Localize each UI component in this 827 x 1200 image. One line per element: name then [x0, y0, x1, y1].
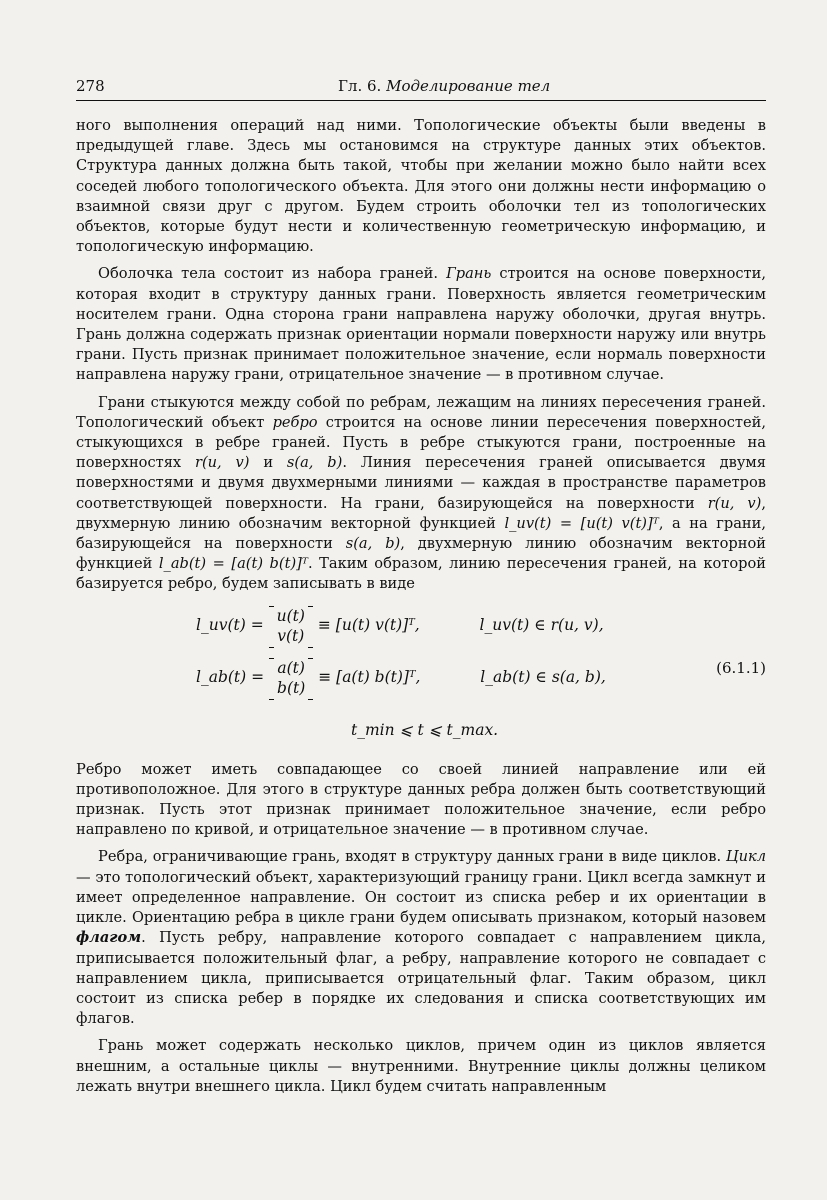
paragraph-1: ного выполнения операций над ними. Топологические объекты были введены в предыдущей главе. Здесь мы остановимся на структуре данных этих объектов. Структура данных должна быть такой, чтобы при желании можно было найти всех соседей любого топологического объекта. Для этого они должны нести информацию о взаимной связи друг с другом. Будем строить оболочки тел из топологических объектов, которые будут нести и количественную геометрическую информацию, и топологическую информацию. — [76, 117, 766, 256]
term-edge: ребро — [272, 413, 318, 431]
math-surface-r: r(u, v) — [194, 454, 250, 472]
equation-line-1-lhs: l_uv(t) = — [196, 615, 264, 634]
paragraph-2-text-b: строится на основе поверхности, которая входит в структуру данных грани. Поверхность является геометрическим носителем грани. Одна сторона грани направлена наружу оболочки, другая внутрь. Грань должна содержать признак ориентации нормали поверхности наружу или внутрь грани. Пусть признак принимает положительное значение, если нормаль поверхности направлена наружу грани, отрицательное значение — в противном случае. — [76, 265, 766, 384]
chapter-title: Моделирование тел — [386, 77, 551, 95]
paragraph-3-text-f: , а на грани, базирующейся на поверхности — [76, 514, 766, 553]
running-title — [338, 77, 550, 95]
term-flag: флагом — [76, 929, 142, 947]
paragraph-5-text-b: — это топологический объект, характеризующий границу грани. Цикл всегда замкнут и имеет определенное направление. Он состоит из списка ребер и их ориентации в цикле. Ориентацию ребра в цикле грани будем описывать признаком, который назовем — [76, 868, 766, 927]
paragraph-3-text-d: . Линия пересечения граней описывается двумя поверхностями и двумя двухмерными линиями — каждая в пространстве параметров соответствующей поверхности. На грани, базирующейся на поверхности — [76, 454, 766, 512]
term-cycle: Цикл — [725, 848, 766, 866]
term-face: Грань — [446, 265, 492, 283]
paragraph-3-text-h: . Таким образом, линию пересечения граней, на которой базируется ребро, будем записывать в виде — [76, 555, 766, 593]
vector-1-entry-1: u(t) — [276, 606, 305, 625]
math-luv: l_uv(t) = [u(t) v(t)]ᵀ — [504, 514, 659, 532]
column-vector-2 — [269, 658, 313, 698]
parameter-range: t_min ⩽ t ⩽ t_max. — [351, 720, 499, 739]
paragraph-5-text-a: Ребра, ограничивающие грань, входят в структуру данных грани в виде циклов. — [98, 848, 726, 866]
equation-line-1 — [196, 606, 604, 646]
math-lab: l_ab(t) = [a(t) b(t)]ᵀ — [158, 555, 308, 573]
paragraph-5-text-c: . Пусть ребру, направление которого совпадает с направлением цикла, приписывается положительный флаг, а ребру, направление которого не совпадает с направлением цикла, приписывается отрицательный флаг. Таким образом, цикл состоит из списка ребер в порядке их следования и списка соответствующих им флагов. — [76, 929, 766, 1028]
equation-line-2-lhs: l_ab(t) = — [196, 667, 265, 686]
equation-line-3 — [351, 720, 498, 740]
paragraph-3-text-c: и — [249, 454, 287, 472]
paragraph-5 — [76, 847, 766, 1029]
paragraph-6: Грань может содержать несколько циклов, причем один из циклов является внешним, а остальные циклы — внутренними. Внутренние циклы должны целиком лежать внутри внешнего цикла. Цикл будем считать направленным — [76, 1037, 766, 1095]
paragraph-3-text-e: , двухмерную линию обозначим векторной функцией — [76, 494, 766, 532]
math-surface-r-2: r(u, v) — [707, 494, 762, 512]
page-number: 278 — [76, 77, 105, 95]
paragraph-2 — [76, 264, 766, 385]
equation-line-2 — [196, 658, 606, 698]
vector-2-entry-1: a(t) — [277, 658, 305, 677]
paragraph-2-text-a: Оболочка тела состоит из набора граней. — [98, 265, 447, 283]
equation-line-1-transpose: ≡ [u(t) v(t)]ᵀ, — [317, 615, 420, 634]
running-header — [76, 74, 766, 101]
paragraph-3 — [76, 393, 766, 595]
equation-number: (6.1.1) — [716, 658, 766, 677]
paragraph-3-text-b: строится на основе линии пересечения поверхностей, стыкующихся в ребре граней. Пусть в ребре стыкуются грани, построенные на поверхностях — [76, 413, 766, 472]
math-surface-s-2: s(a, b) — [345, 535, 401, 553]
math-surface-s: s(a, b) — [286, 454, 343, 472]
paragraph-3-text-a: Грани стыкуются между собой по ребрам, лежащим на линиях пересечения граней. Топологический объект — [76, 393, 766, 431]
vector-2-entry-2: b(t) — [277, 678, 306, 697]
equation-6-1-1 — [76, 602, 766, 752]
column-vector-1 — [269, 606, 313, 646]
equation-line-2-transpose: ≡ [a(t) b(t)]ᵀ, — [318, 667, 421, 686]
chapter-prefix: Гл. 6. — [338, 77, 382, 95]
page-body — [76, 116, 766, 1104]
equation-line-1-rhs: l_uv(t) ∈ r(u, v), — [479, 615, 604, 634]
equation-line-2-rhs: l_ab(t) ∈ s(a, b), — [480, 667, 606, 686]
paragraph-3-text-g: , двухмерную линию обозначим векторной функцией — [76, 535, 766, 573]
vector-1-entry-2: v(t) — [277, 626, 305, 645]
paragraph-4: Ребро может иметь совпадающее со своей линией направление или ей противоположное. Для этого в структуре данных ребра должен быть соответствующий признак. Пусть этот признак принимает положительное значение, если ребро направлено по кривой, и отрицательное значение — в противном случае. — [76, 760, 766, 839]
